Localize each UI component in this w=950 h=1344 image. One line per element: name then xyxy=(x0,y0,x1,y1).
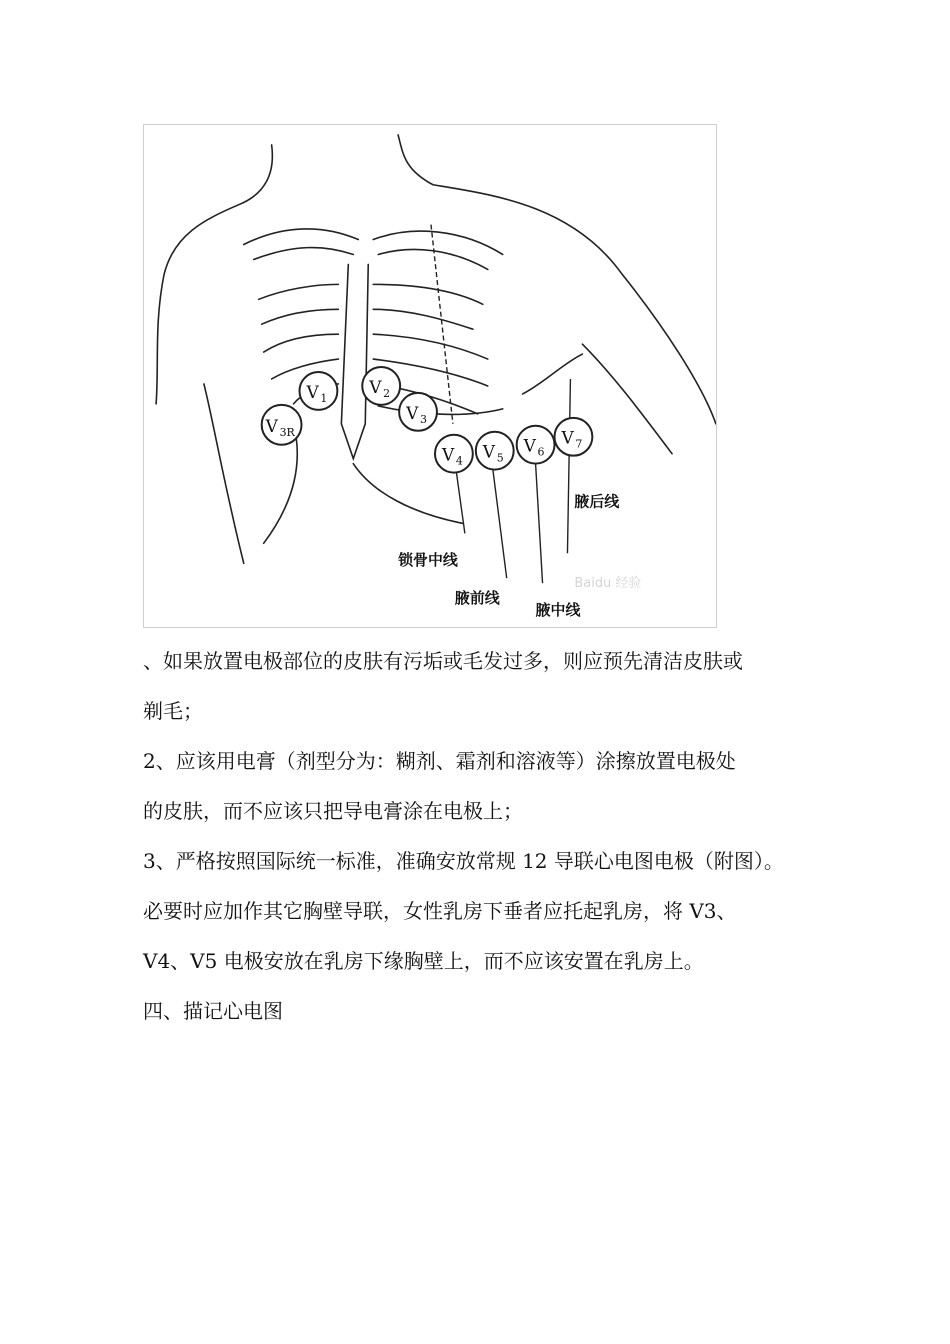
svg-text:7: 7 xyxy=(575,437,583,451)
svg-text:6: 6 xyxy=(537,445,545,459)
torso-outline xyxy=(156,135,716,563)
chest-diagram-svg xyxy=(144,125,716,627)
paragraph-3: 3、严格按照国际统一标准，准确安放常规 12 导联心电图电极（附图）。 xyxy=(143,849,784,873)
electrode-v5 xyxy=(476,432,514,470)
section-heading-4: 四、描记心电图 xyxy=(143,999,283,1023)
paragraph-3-cont-2: V4、V5 电极安放在乳房下缘胸壁上，而不应该安置在乳房上。 xyxy=(143,949,704,973)
label-pointer-lines xyxy=(456,379,571,583)
electrode-v7 xyxy=(555,418,593,456)
electrode-v3r xyxy=(262,405,302,445)
midclavicular-label: 锁骨中线 xyxy=(398,551,458,570)
electrode-v6 xyxy=(517,426,555,464)
svg-text:3R: 3R xyxy=(279,425,295,439)
svg-text:V: V xyxy=(523,435,536,456)
chest-lead-diagram xyxy=(143,124,717,628)
svg-text:V: V xyxy=(561,427,574,448)
paragraph-2: 2、应该用电膏（剂型分为：糊剂、霜剂和溶液等）涂擦放置电极处 xyxy=(143,749,736,773)
paragraph-1: 、如果放置电极部位的皮肤有污垢或毛发过多，则应预先清洁皮肤或 xyxy=(143,649,743,673)
svg-text:5: 5 xyxy=(496,451,504,465)
baidu-watermark: Baidu 经验 xyxy=(574,576,642,592)
svg-text:V: V xyxy=(306,381,319,402)
svg-text:3: 3 xyxy=(420,412,428,426)
svg-text:4: 4 xyxy=(455,454,463,468)
paragraph-3-cont-1: 必要时应加作其它胸壁导联，女性乳房下垂者应托起乳房，将 V3、 xyxy=(143,899,737,923)
electrode-v2 xyxy=(362,367,400,405)
svg-text:V: V xyxy=(265,415,278,436)
svg-text:2: 2 xyxy=(383,386,391,400)
paragraph-2-cont: 的皮肤，而不应该只把导电膏涂在电极上； xyxy=(143,799,523,823)
paragraph-1-cont: 剃毛； xyxy=(143,699,203,723)
electrode-v1 xyxy=(300,372,338,410)
mid-axillary-label: 腋中线 xyxy=(535,601,581,620)
electrode-v3 xyxy=(399,393,437,431)
svg-text:1: 1 xyxy=(320,391,328,405)
anterior-axillary-label: 腋前线 xyxy=(454,589,500,608)
electrode-v4 xyxy=(435,435,473,473)
svg-text:V: V xyxy=(441,444,455,465)
svg-text:V: V xyxy=(406,402,419,423)
svg-text:V: V xyxy=(369,376,382,397)
posterior-axillary-label: 腋后线 xyxy=(574,492,620,511)
svg-text:V: V xyxy=(482,441,496,462)
